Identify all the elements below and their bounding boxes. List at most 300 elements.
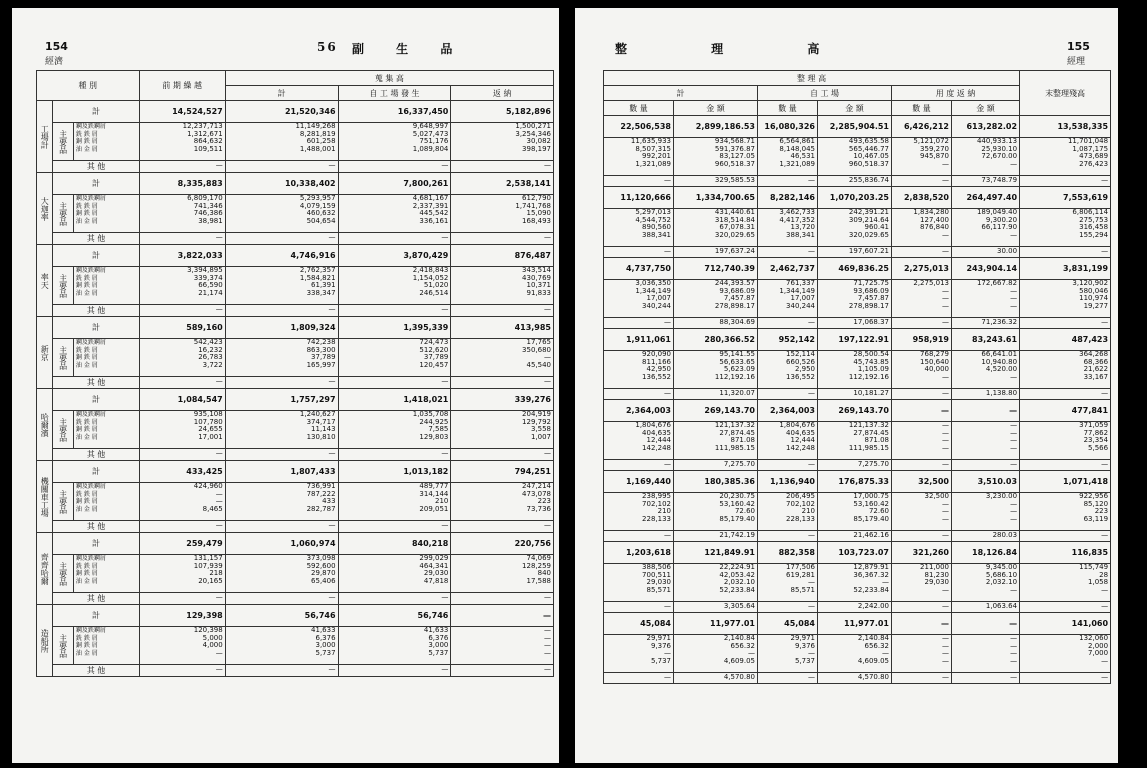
group-total-row — [604, 116, 1111, 138]
total-value: 487,423 — [1020, 329, 1111, 351]
value-lines: 373,098 592,600 29,870 65,406 — [306, 554, 336, 585]
other-value: — — [1020, 460, 1111, 471]
total-label: 計 — [53, 173, 139, 195]
value-lines: 3,394,895 339,374 66,590 21,174 — [187, 266, 223, 297]
total-value: 882,358 — [758, 542, 818, 564]
total-value: 7,800,261 — [338, 173, 451, 195]
main-values — [225, 267, 338, 305]
other-value: — — [604, 176, 674, 187]
main-values — [451, 267, 554, 305]
value-lines: 9,345.00 5,686.10 2,032.10 — — [985, 563, 1018, 594]
value-lines: 1,834,280 127,400 876,840 — — [913, 208, 949, 239]
value-lines: 74,069 128,259 840 17,588 — [522, 554, 551, 585]
main-values — [952, 138, 1020, 176]
main-values — [451, 195, 554, 233]
other-value: — — [338, 161, 451, 173]
other-value: — — [225, 377, 338, 389]
value-lines: 204,919 129,792 3,558 1,007 — [522, 410, 551, 441]
header-own-factory: 自 工 場 — [758, 86, 892, 101]
value-lines: 5,297,013 4,544,752 890,560 388,341 — [635, 208, 671, 239]
total-value: 220,756 — [451, 533, 554, 555]
other-value: — — [604, 318, 674, 329]
item-names: 鋼及鉄鋼屑 銑 鉄 屑 銅 鉄 屑 油 金 屑 — [75, 123, 106, 153]
total-value: 2,364,003 — [604, 400, 674, 422]
group-other-row — [604, 602, 1111, 613]
total-value: 2,538,141 — [451, 173, 554, 195]
item-names: 鋼及鉄鋼屑 銑 鉄 屑 銅 鉄 屑 油 金 屑 — [75, 267, 106, 297]
group-other-row — [604, 531, 1111, 542]
other-value: 71,236.32 — [952, 318, 1020, 329]
main-values — [818, 138, 892, 176]
main-item-names — [73, 627, 139, 665]
value-lines: 1,804,676 404,635 12,444 142,248 — [779, 421, 815, 452]
group-name: 齊齊哈爾 — [37, 533, 53, 605]
other-value: 197,637.24 — [674, 247, 758, 258]
other-value: — — [451, 233, 554, 245]
other-value: — — [225, 449, 338, 461]
value-lines: 4,681,167 2,337,391 445,542 336,161 — [412, 194, 449, 225]
total-value: 32,500 — [892, 471, 952, 493]
value-lines: — — — — — [1010, 634, 1018, 665]
value-lines: 3,036,350 1,344,149 17,007 340,244 — [635, 279, 671, 310]
group-main-row — [604, 422, 1111, 460]
group-main-row — [37, 339, 554, 377]
main-values — [892, 493, 952, 531]
value-lines: 6,564,861 8,148,045 46,531 1,321,089 — [779, 137, 815, 168]
other-value: — — [225, 233, 338, 245]
total-value: 10,338,402 — [225, 173, 338, 195]
value-lines: 2,275,013 — — — — [913, 279, 949, 310]
value-lines: 1,035,708 244,925 7,585 129,803 — [412, 410, 449, 441]
total-value: 11,977.01 — [674, 613, 758, 635]
total-value: 4,746,916 — [225, 245, 338, 267]
value-lines: 6,809,170 741,346 746,386 38,981 — [187, 194, 223, 225]
other-label: 其 他 — [53, 305, 139, 317]
value-lines: 3,230.00 — — — — [985, 492, 1018, 523]
main-values — [225, 555, 338, 593]
value-lines: 6,806,114 275,753 316,458 155,294 — [1072, 208, 1109, 239]
value-lines: 440,933.13 25,930.10 72,670.00 — — [976, 137, 1018, 168]
total-value: 712,740.39 — [674, 258, 758, 280]
main-values — [338, 627, 451, 665]
value-lines: 761,337 1,344,149 17,007 340,244 — [779, 279, 815, 310]
group-main-row — [37, 555, 554, 593]
main-items-label: 主要品 — [53, 195, 74, 233]
main-values — [139, 195, 225, 233]
other-value: — — [451, 521, 554, 533]
other-value: 21,742.19 — [674, 531, 758, 542]
main-values — [338, 483, 451, 521]
value-lines: 3,120,902 580,046 110,974 19,277 — [1072, 279, 1109, 310]
group-main-row — [37, 267, 554, 305]
group-total-row — [37, 101, 554, 123]
total-value: 3,831,199 — [1020, 258, 1111, 280]
value-lines: 17,765 350,680 — 45,540 — [522, 338, 551, 369]
group-main-row — [37, 411, 554, 449]
total-value: 1,911,061 — [604, 329, 674, 351]
main-values — [604, 280, 674, 318]
other-value: 11,320.07 — [674, 389, 758, 400]
main-values — [604, 635, 674, 673]
other-value: 88,304.69 — [674, 318, 758, 329]
value-lines: 542,423 16,232 26,783 3,722 — [193, 338, 223, 369]
main-values — [818, 209, 892, 247]
main-items-label: 主要品 — [53, 339, 74, 377]
value-lines: 371,059 77,862 23,354 5,566 — [1079, 421, 1109, 452]
group-main-row — [604, 280, 1111, 318]
total-value: 1,418,021 — [338, 389, 451, 411]
total-value: 3,870,429 — [338, 245, 451, 267]
other-value: 73,748.79 — [952, 176, 1020, 187]
other-value: — — [1020, 318, 1111, 329]
other-value: 30.00 — [952, 247, 1020, 258]
value-lines: 238,995 702,102 210 228,133 — [642, 492, 671, 523]
total-value: 1,084,547 — [139, 389, 225, 411]
main-item-names — [73, 123, 139, 161]
right-page — [575, 8, 1118, 763]
left-page — [12, 8, 559, 763]
main-item-names — [73, 411, 139, 449]
value-lines: 612,790 1,741,768 15,090 168,493 — [515, 194, 551, 225]
value-lines: 5,293,957 4,079,159 460,632 504,654 — [299, 194, 336, 225]
main-items-label: 主要品 — [53, 555, 74, 593]
main-values — [139, 555, 225, 593]
other-value: — — [225, 521, 338, 533]
total-value: 13,538,335 — [1020, 116, 1111, 138]
total-value: 197,122.91 — [818, 329, 892, 351]
other-value: — — [604, 531, 674, 542]
total-value: 129,398 — [139, 605, 225, 627]
other-value: — — [604, 460, 674, 471]
group-total-row — [37, 605, 554, 627]
total-value: 7,553,619 — [1020, 187, 1111, 209]
total-value: 469,836.25 — [818, 258, 892, 280]
group-main-row — [604, 635, 1111, 673]
main-values — [818, 564, 892, 602]
other-value: — — [758, 673, 818, 684]
total-value: 3,822,033 — [139, 245, 225, 267]
value-lines: 115,749 28 1,058 — — [1079, 563, 1109, 594]
total-value: 8,282,146 — [758, 187, 818, 209]
main-values — [1020, 209, 1111, 247]
total-value: 2,364,003 — [758, 400, 818, 422]
value-lines: 1,240,627 374,717 11,143 130,810 — [299, 410, 336, 441]
other-value: — — [225, 305, 338, 317]
value-lines: 934,568.71 591,376.87 83,127.05 960,518.37 — [714, 137, 755, 168]
main-values — [139, 483, 225, 521]
main-values — [674, 564, 758, 602]
other-label: 其 他 — [53, 161, 139, 173]
total-value: 952,142 — [758, 329, 818, 351]
main-values — [225, 339, 338, 377]
other-value: — — [892, 602, 952, 613]
other-value: — — [892, 673, 952, 684]
value-lines: 922,956 85,120 223 63,119 — [1079, 492, 1109, 523]
main-values — [758, 493, 818, 531]
total-value: 116,835 — [1020, 542, 1111, 564]
main-values — [952, 209, 1020, 247]
total-value: 103,723.07 — [818, 542, 892, 564]
main-values — [818, 493, 892, 531]
value-lines: 244,393.57 93,686.09 7,457.87 278,898.17 — [714, 279, 755, 310]
header-qty: 數 量 — [758, 101, 818, 116]
other-value: — — [758, 176, 818, 187]
other-value: — — [139, 521, 225, 533]
value-lines: — — — — — [1010, 421, 1018, 452]
main-values — [892, 138, 952, 176]
other-value: — — [139, 377, 225, 389]
other-value: — — [338, 521, 451, 533]
other-value: 17,068.37 — [818, 318, 892, 329]
total-value: 45,084 — [604, 613, 674, 635]
header-total: 計 — [225, 86, 338, 101]
main-values — [952, 351, 1020, 389]
total-value: 1,136,940 — [758, 471, 818, 493]
main-values — [892, 280, 952, 318]
other-value: — — [451, 449, 554, 461]
other-value: — — [225, 593, 338, 605]
value-lines: 424,960 — — 8,465 — [193, 482, 223, 513]
value-lines: 29,971 9,376 — 5,737 — [646, 634, 671, 665]
other-value: — — [338, 449, 451, 461]
header-prev-balance: 前 期 繰 越 — [139, 71, 225, 101]
total-value: 1,395,339 — [338, 317, 451, 339]
other-value: 1,138.80 — [952, 389, 1020, 400]
other-value: 10,181.27 — [818, 389, 892, 400]
other-value: — — [1020, 673, 1111, 684]
main-values — [338, 411, 451, 449]
value-lines: 11,149,268 8,281,819 601,258 1,488,001 — [295, 122, 336, 153]
main-values — [451, 483, 554, 521]
other-value: 7,275.70 — [674, 460, 758, 471]
total-value: 413,985 — [451, 317, 554, 339]
other-value: — — [451, 377, 554, 389]
other-value: — — [451, 593, 554, 605]
main-values — [758, 280, 818, 318]
main-values — [674, 138, 758, 176]
main-values — [952, 422, 1020, 460]
value-lines: 2,418,843 1,154,052 51,020 246,514 — [412, 266, 449, 297]
value-lines: 2,140.84 656.32 — 4,609.05 — [723, 634, 755, 665]
value-lines: 9,648,997 5,027,473 751,176 1,089,804 — [412, 122, 449, 153]
main-values — [952, 564, 1020, 602]
value-lines: 17,000.75 53,160.42 72.60 85,179.40 — [853, 492, 889, 523]
total-value: 1,060,974 — [225, 533, 338, 555]
value-lines: 20,230.75 53,160.42 72.60 85,179.40 — [719, 492, 755, 523]
other-value: — — [338, 233, 451, 245]
main-items-label: 主要品 — [53, 411, 74, 449]
main-values — [139, 411, 225, 449]
main-values — [818, 280, 892, 318]
other-value: — — [139, 449, 225, 461]
page-title: 副 生 品 — [352, 42, 467, 56]
main-values — [758, 635, 818, 673]
value-lines: 66,641.01 10,940.80 4,520.00 — — [981, 350, 1018, 381]
other-value: — — [139, 593, 225, 605]
other-label: 其 他 — [53, 377, 139, 389]
value-lines: 172,667.82 — — — — [976, 279, 1018, 310]
value-lines: — — — — — [942, 634, 949, 665]
group-name: 工場計 — [37, 101, 53, 173]
main-values — [1020, 564, 1111, 602]
value-lines: 242,391.21 309,214.64 960.41 320,029.65 — [848, 208, 889, 239]
header-amount: 金 額 — [952, 101, 1020, 116]
total-label: 計 — [53, 317, 139, 339]
value-lines: 28,500.54 45,743.85 1,105.09 112,192.16 — [848, 350, 889, 381]
group-name: 大迦率 — [37, 173, 53, 245]
other-value: — — [892, 247, 952, 258]
value-lines: 920,090 811,166 42,950 136,552 — [642, 350, 671, 381]
header-acquisition: 蒐 集 高 — [225, 71, 553, 86]
other-label: 其 他 — [53, 665, 139, 677]
group-total-row — [37, 389, 554, 411]
group-main-row — [604, 138, 1111, 176]
value-lines: 5,121,072 359,270 945,870 — — [913, 137, 949, 168]
other-value: — — [892, 531, 952, 542]
main-values — [674, 280, 758, 318]
total-label: 計 — [53, 605, 139, 627]
group-other-row — [37, 521, 554, 533]
main-item-names — [73, 195, 139, 233]
other-label: 其 他 — [53, 233, 139, 245]
group-total-row — [604, 400, 1111, 422]
other-value: — — [604, 389, 674, 400]
value-lines: 364,268 68,366 21,622 33,167 — [1079, 350, 1109, 381]
main-values — [892, 564, 952, 602]
total-value: 2,285,904.51 — [818, 116, 892, 138]
group-other-row — [37, 233, 554, 245]
total-value: 56,746 — [338, 605, 451, 627]
value-lines: 211,000 81,230 29,030 — — [920, 563, 949, 594]
value-lines: 12,237,713 1,312,671 864,632 109,511 — [182, 122, 223, 153]
value-lines: 11,701,048 1,087,175 473,689 276,423 — [1067, 137, 1109, 168]
value-lines: 935,108 107,780 24,655 17,001 — [193, 410, 223, 441]
main-values — [338, 123, 451, 161]
total-value: 3,510.03 — [952, 471, 1020, 493]
main-values — [139, 123, 225, 161]
other-value: — — [338, 665, 451, 677]
total-value: — — [952, 613, 1020, 635]
total-value: — — [451, 605, 554, 627]
header-amount: 金 額 — [818, 101, 892, 116]
other-value: 2,242.00 — [818, 602, 892, 613]
value-lines: 41,633 6,376 3,000 5,737 — [311, 626, 336, 657]
other-value: 329,585.53 — [674, 176, 758, 187]
main-values — [674, 493, 758, 531]
section-number: 56 — [317, 40, 338, 54]
value-lines: 299,029 464,341 29,030 47,818 — [419, 554, 449, 585]
total-value: 11,120,666 — [604, 187, 674, 209]
main-values — [451, 339, 554, 377]
other-label: 其 他 — [53, 521, 139, 533]
total-value: 22,506,538 — [604, 116, 674, 138]
group-total-row — [604, 258, 1111, 280]
total-value: 2,275,013 — [892, 258, 952, 280]
group-other-row — [37, 161, 554, 173]
group-total-row — [37, 461, 554, 483]
total-value: 280,366.52 — [674, 329, 758, 351]
value-lines: 2,140.84 656.32 — 4,609.05 — [857, 634, 889, 665]
main-values — [952, 280, 1020, 318]
group-total-row — [604, 542, 1111, 564]
other-value: — — [1020, 602, 1111, 613]
group-main-row — [604, 493, 1111, 531]
total-value: 613,282.02 — [952, 116, 1020, 138]
group-other-row — [37, 665, 554, 677]
byproduct-table-right — [603, 70, 1111, 684]
main-values — [225, 123, 338, 161]
other-label: 其 他 — [53, 449, 139, 461]
value-lines: 29,971 9,376 — 5,737 — [790, 634, 815, 665]
main-values — [225, 411, 338, 449]
header-end-balance: 末整理殘高 — [1020, 71, 1111, 116]
main-values — [338, 195, 451, 233]
header-top: 整 理 高 — [604, 71, 1020, 86]
value-lines: 493,635.58 565,446.77 10,467.05 960,518.37 — [848, 137, 889, 168]
value-lines: 2,762,357 1,584,821 61,391 338,347 — [299, 266, 336, 297]
other-value: — — [338, 377, 451, 389]
group-total-row — [604, 613, 1111, 635]
value-lines: 32,500 — — — — [924, 492, 949, 523]
main-values — [758, 351, 818, 389]
main-values — [758, 138, 818, 176]
page-number: 155 — [1067, 40, 1090, 53]
value-lines: 3,462,733 4,417,352 13,720 388,341 — [779, 208, 815, 239]
header-return: 返 納 — [451, 86, 554, 101]
other-value: — — [758, 247, 818, 258]
header-kind: 種 別 — [37, 71, 140, 101]
group-name: 哈爾濱 — [37, 389, 53, 461]
other-value: — — [604, 602, 674, 613]
other-value: 255,836.74 — [818, 176, 892, 187]
group-total-row — [604, 471, 1111, 493]
value-lines: 22,224.91 42,053.42 2,032.10 52,233.84 — [719, 563, 755, 594]
item-names: 鋼及鉄鋼屑 銑 鉄 屑 銅 鉄 屑 油 金 屑 — [75, 555, 106, 585]
main-values — [338, 267, 451, 305]
total-value: 11,977.01 — [818, 613, 892, 635]
main-items-label: 主要品 — [53, 267, 74, 305]
total-value: 45,084 — [758, 613, 818, 635]
value-lines: 71,725.75 93,686.09 7,457.87 278,898.17 — [848, 279, 889, 310]
header-qty: 數 量 — [892, 101, 952, 116]
group-main-row — [37, 195, 554, 233]
main-values — [892, 635, 952, 673]
total-label: 計 — [53, 245, 139, 267]
other-value: 7,275.70 — [818, 460, 892, 471]
header-amount: 金 額 — [674, 101, 758, 116]
total-value: 1,169,440 — [604, 471, 674, 493]
main-values — [451, 411, 554, 449]
main-item-names — [73, 483, 139, 521]
value-lines: 121,137.32 27,874.45 871.08 111,985.15 — [848, 421, 889, 452]
group-name: 率天 — [37, 245, 53, 317]
other-value: — — [338, 305, 451, 317]
main-values — [892, 422, 952, 460]
group-total-row — [604, 329, 1111, 351]
group-total-row — [604, 187, 1111, 209]
value-lines: 1,804,676 404,635 12,444 142,248 — [635, 421, 671, 452]
other-value: 197,607.21 — [818, 247, 892, 258]
main-values — [758, 564, 818, 602]
other-value: — — [1020, 247, 1111, 258]
total-value: 840,218 — [338, 533, 451, 555]
total-value: 1,757,297 — [225, 389, 338, 411]
main-values — [139, 339, 225, 377]
running-label: 經理 — [1067, 57, 1086, 67]
other-value: — — [338, 593, 451, 605]
group-total-row — [37, 317, 554, 339]
other-value: — — [758, 602, 818, 613]
